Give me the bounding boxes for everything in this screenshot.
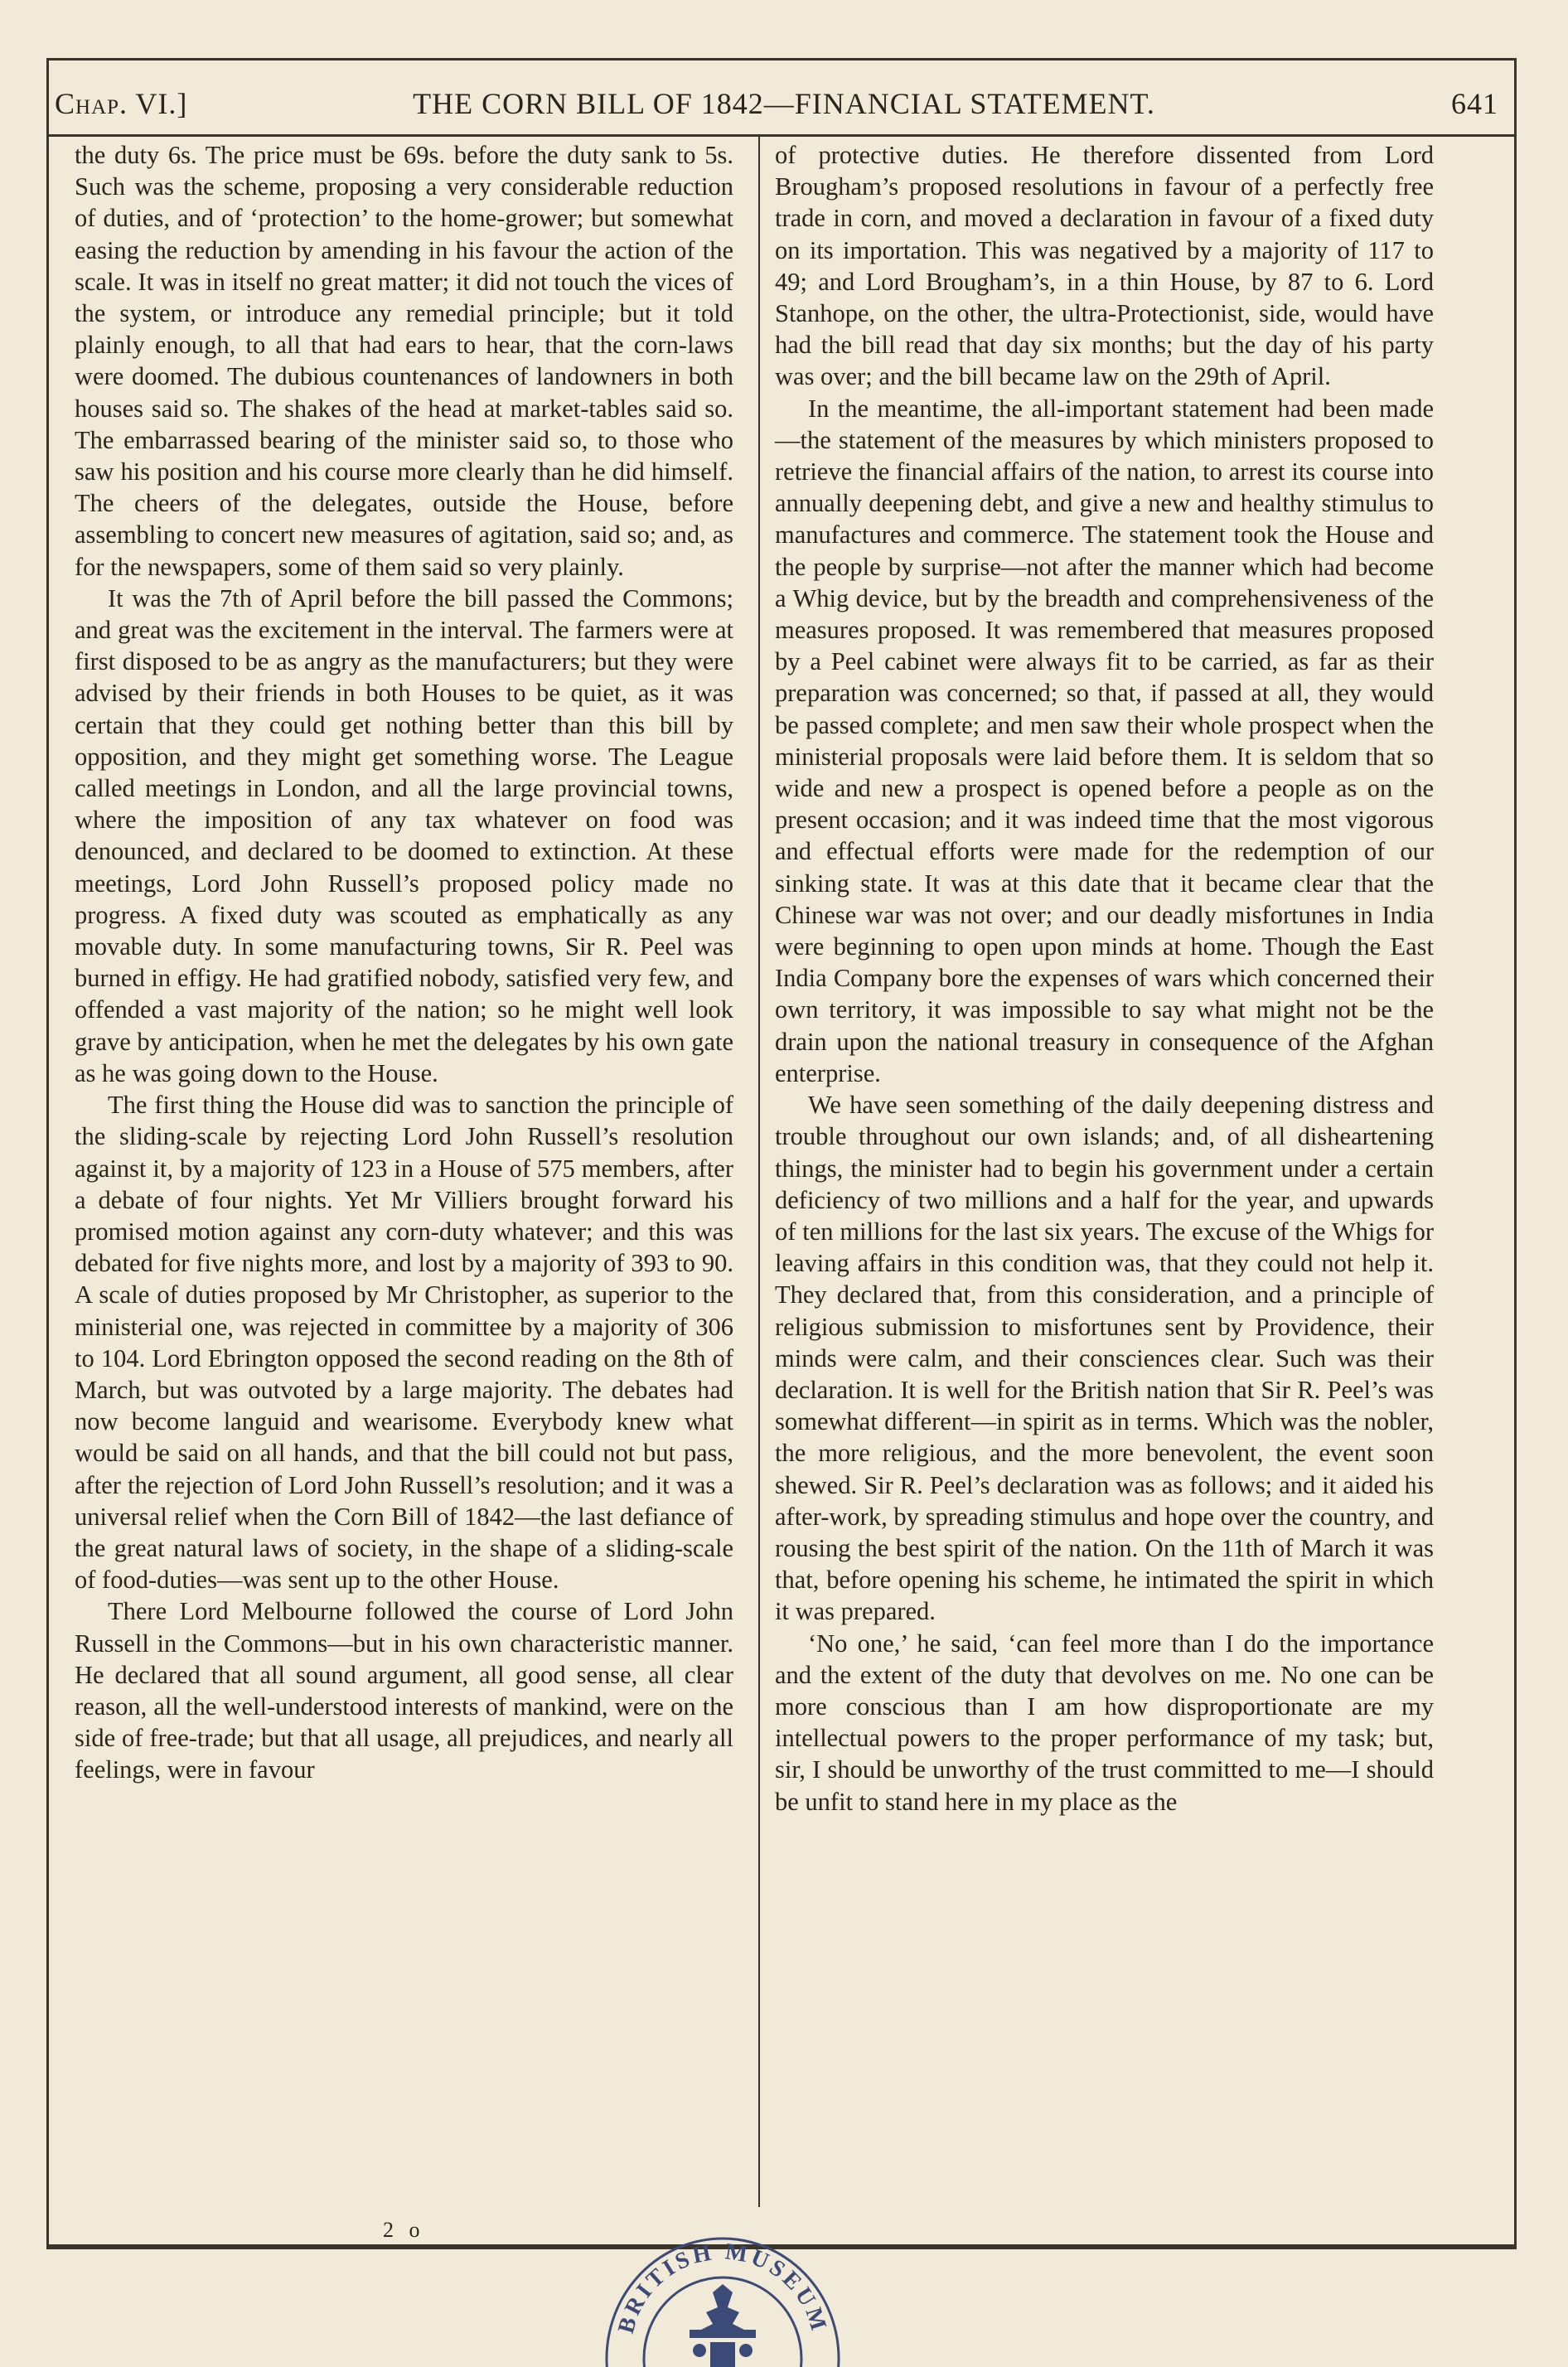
chapter-label: Chap. VI.]	[55, 87, 188, 120]
paragraph: We have seen something of the daily deepening distress and trouble throughout our own islands; and, of all disheartening things, the minister had to begin his government under a certain deficiency of two millions and a half for the year, and upwards of ten millions for the last six years. The excuse of the Whigs for leaving affairs in this condition was, that they could not help it. They declared that, from this consideration, and a principle of religious submission to misfortunes sent by Providence, their minds were calm, and their consciences clear. Such was their declaration. It is well for the British nation that Sir R. Peel’s was somewhat different—in spirit as in terms. Which was the nobler, the more religious, and the more benevolent, the event soon shewed. Sir R. Peel’s declaration was as follows; and it aided his after-work, by spreading stimulus and hope over the country, and rousing the best spirit of the nation. On the 11th of March it was that, before opening his scheme, he intimated the spirit in which it was prepared.	[775, 1091, 1434, 1626]
column-divider	[758, 137, 760, 2207]
stamp-text: BRITISH MUSEUM	[612, 2239, 833, 2337]
page-number: 641	[1451, 87, 1498, 120]
header-rule	[48, 134, 1517, 137]
paragraph: the duty 6s. The price must be 69s. before the duty sank to 5s. Such was the scheme, proposing a very considerable reduction of duties, and of ‘protection’ to the home-grower; but somewhat easing the reduction by amending in his favour the action of the scale. It was in itself no great matter; it did not touch the vices of the system, or introduce any remedial principle; but it told plainly enough, to all that had ears to hear, that the corn-laws were doomed. The dubious countenances of landowners in both houses said so. The shakes of the head at market-tables said so. The embarrassed bearing of the minister said so, to those who saw his position and his course more clearly than he did himself. The cheers of the delegates, outside the House, before assembling to concert new measures of agitation, said so; and, as for the newspapers, some of them said so very plainly.	[75, 141, 733, 581]
paragraph: The first thing the House did was to sanction the principle of the sliding-scale by rejecting Lord John Russell’s resolution against it, by a majority of 123 in a House of 575 members, after a debate of four nights. Yet Mr Villiers brought forward his promised motion against any corn-duty whatever; and this was debated for five nights more, and lost by a majority of 393 to 90. A scale of duties proposed by Mr Christopher, as superior to the ministerial one, was rejected in committee by a majority of 306 to 104. Lord Ebrington opposed the second reading on the 8th of March, but was outvoted by a large majority. The debates had now become languid and wearisome. Everybody knew what would be said on all hands, and that the bill could not but pass, after the rejection of Lord John Russell’s resolution; and it was a universal relief when the Corn Bill of 1842—the last defiance of the great natural laws of society, in the shape of a sliding-scale of food-duties—was sent up to the other House.	[75, 1091, 733, 1595]
paragraph: It was the 7th of April before the bill passed the Commons; and great was the excitement in the interval. The farmers were at first disposed to be as angry as the manufacturers; but they were advised by their friends in both Houses to be quiet, as it was certain that they could get nothing better than this bill by opposition, and they might get something worse. The League called meetings in London, and all the large provincial towns, where the imposition of any tax whatever on food was denounced, and declared to be doomed to extinction. At these meetings, Lord John Russell’s proposed policy made no progress. A fixed duty was scouted as emphatically as any movable duty. In some manufacturing towns, Sir R. Peel was burned in effigy. He had gratified nobody, satisfied very few, and offended a vast majority of the nation; so he might well look grave by anticipation, when he met the delegates by his own gate as he was going down to the House.	[75, 583, 733, 1087]
running-head	[55, 81, 1513, 128]
signature-mark: 2 o	[383, 2218, 425, 2242]
paragraph: ‘No one,’ he said, ‘can feel more than I do the importance and the extent of the duty that devolves on me. No one can be more conscious than I am how disproportionate are my intellectual powers to the proper performance of my task; but, sir, I should be unworthy of the trust committed to me—I should be unfit to stand here in my place as the	[775, 1629, 1434, 1816]
left-column	[75, 139, 733, 1786]
paragraph: In the meantime, the all-important statement had been made—the statement of the measures by which ministers proposed to retrieve the financial affairs of the nation, to arrest its course into annually deepening debt, and give a new and healthy stimulus to manufactures and commerce. The statement took the House and the people by surprise—not after the manner which had become a Whig device, but by the breadth and comprehensiveness of the measures proposed. It was remembered that measures proposed by a Peel cabinet were always fit to be carried, as far as their preparation was concerned; so that, if passed at all, they would be passed complete; and men saw their whole prospect when the ministerial proposals were laid before them. It is seldom that so wide and new a prospect is opened before a people as on the present occasion; and it was indeed time that the most vigorous and effectual efforts were made for the redemption of our sinking state. It was at this date that it became clear that the Chinese war was not over; and our deadly misfortunes in India were beginning to open upon minds at home. Though the East India Company bore the expenses of wars which concerned their own territory, it was impossible to say what might not be the drain upon the national treasury in consequence of the Afghan enterprise.	[775, 394, 1434, 1087]
paragraph: of protective duties. He therefore dissented from Lord Brougham’s proposed resolutions in favour of a perfectly free trade in corn, and moved a declaration in favour of a fixed duty on its importation. This was negatived by a majority of 117 to 49; and Lord Brougham’s, in a thin House, by 87 to 6. Lord Stanhope, on the other, the ultra-Protectionist, side, would have had the bill read that day six months; but the day of his party was over; and the bill became law on the 29th of April.	[775, 141, 1434, 391]
paragraph: There Lord Melbourne followed the course of Lord John Russell in the Commons—but in his own characteristic manner. He declared that all sound argument, all good sense, all clear reason, all the well-understood interests of mankind, were on the side of free-trade; but that all usage, all prejudices, and nearly all feelings, were in favour	[75, 1597, 733, 1784]
library-stamp-icon	[598, 2226, 847, 2367]
page-title: THE CORN BILL OF 1842—FINANCIAL STATEMENT.	[413, 87, 1155, 120]
right-column	[775, 139, 1434, 1818]
